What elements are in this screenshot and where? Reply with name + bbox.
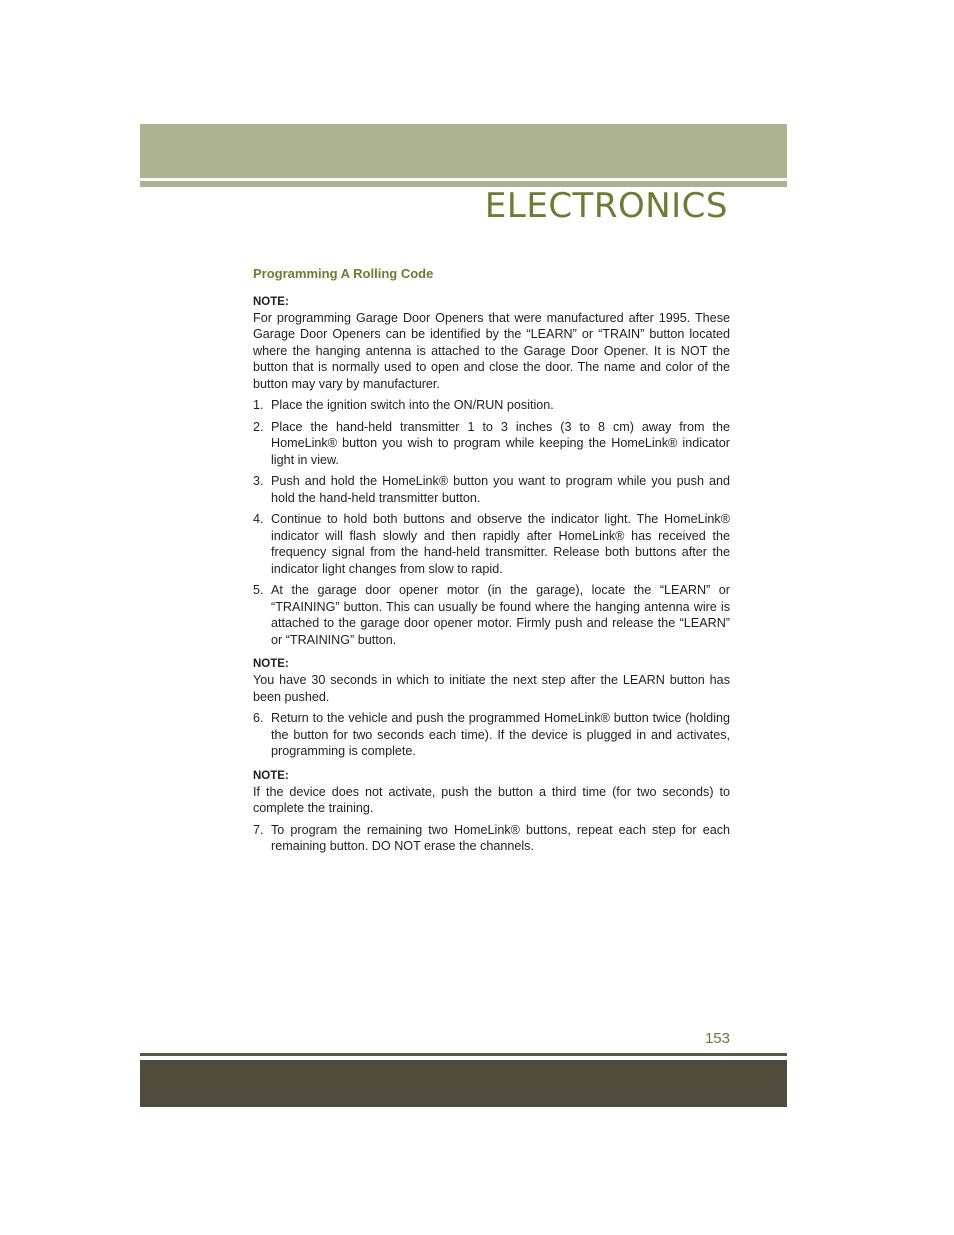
page-number: 153 [704, 1030, 730, 1047]
footer-rule [140, 1053, 787, 1056]
note-label: NOTE: [253, 658, 289, 670]
header-band [140, 124, 787, 178]
step-text: Push and hold the HomeLink® button you want to program while you push and hold the hand-held transmitter button. [271, 474, 730, 505]
list-item [253, 473, 730, 506]
note-text: You have 30 seconds in which to initiate the next step after the LEARN button has been pushed. [253, 673, 730, 704]
footer-band [140, 1060, 787, 1107]
list-item [253, 511, 730, 577]
step-number: 4. [253, 512, 264, 526]
list-item [253, 710, 730, 760]
section-title: ELECTRONICS [484, 186, 728, 226]
subhead-programming-rolling-code: Programming A Rolling Code [253, 266, 434, 281]
note-label: NOTE: [253, 769, 289, 782]
step-text: Place the ignition switch into the ON/RUN position. [271, 398, 554, 412]
step-text: To program the remaining two HomeLink® buttons, repeat each step for each remaining button. DO NOT erase the channels. [271, 822, 730, 853]
step-number: 6. [253, 711, 264, 725]
list-item [253, 419, 730, 469]
step-text: Return to the vehicle and push the programmed HomeLink® button twice (holding the button for two seconds each time). If the device is plugged in and activates, programming is complete. [271, 711, 730, 758]
steps-list [253, 397, 730, 648]
page-content [253, 266, 730, 860]
note-text: For programming Garage Door Openers that were manufactured after 1995. These Garage Door Openers can be identified by the “LEARN” or “TRAIN” button located where the hanging antenna is attached to the Garage Door Opener. It is NOT the button that is normally used to open and close the door. The name and color of the button may vary by manufacturer. [253, 310, 730, 391]
note-text: If the device does not activate, push the button a third time (for two seconds) to complete the training. [253, 784, 730, 815]
step-text: At the garage door opener motor (in the garage), locate the “LEARN” or “TRAINING” button. This can usually be found where the hanging antenna wire is attached to the garage door opener motor. Firmly push and release the “LEARN” or “TRAINING” button. [271, 583, 730, 647]
step-number: 2. [253, 419, 264, 434]
step-text: Place the hand-held transmitter 1 to 3 inches (3 to 8 cm) away from the HomeLink® button you wish to program while keeping the HomeLink® indicator light in view. [271, 419, 730, 467]
step-number: 3. [253, 474, 264, 488]
step-text: Continue to hold both buttons and observe the indicator light. The HomeLink® indicator will flash slowly and then rapidly after HomeLink® has received the frequency signal from the hand-held transmitter. Release both buttons after the indicator light changes from slow to rapid. [271, 512, 730, 576]
note-label: NOTE: [253, 295, 289, 308]
step-number: 5. [253, 583, 264, 597]
list-item [253, 822, 730, 855]
steps-list [253, 822, 730, 855]
list-item [253, 397, 730, 414]
step-number: 7. [253, 822, 264, 837]
step-number: 1. [253, 398, 264, 412]
list-item [253, 582, 730, 648]
steps-list [253, 710, 730, 760]
